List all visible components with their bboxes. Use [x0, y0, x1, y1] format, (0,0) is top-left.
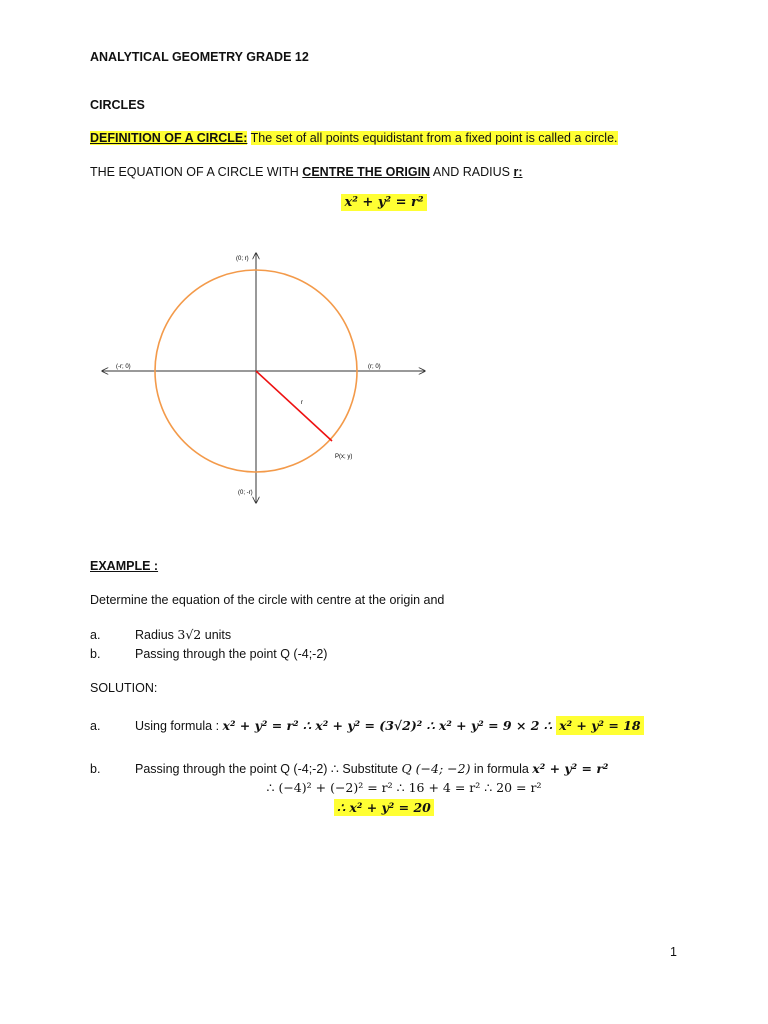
point-p-label: P(x; y) — [335, 454, 353, 460]
definition-label: DEFINITION OF A CIRCLE: — [90, 131, 248, 145]
radius-line — [256, 371, 332, 441]
solution-a-label: Using formula : — [135, 719, 223, 733]
solution-b-label: Passing through the point Q (-4;-2) ∴ Substitute — [135, 762, 402, 776]
solution-b-answer-line — [0, 800, 768, 815]
solution-b-working — [0, 780, 768, 795]
list-marker: b. — [90, 647, 101, 661]
solution-a — [90, 718, 644, 733]
list-marker: b. — [90, 762, 101, 776]
solution-b-line2: ∴ (−4)² + (−2)² = r² ∴ 16 + 4 = r² ∴ 20 = r² — [266, 780, 542, 795]
solution-b-answer: ∴ x² + y² = 20 — [334, 799, 434, 816]
example-prompt: Determine the equation of the circle with centre at the origin and — [90, 593, 445, 607]
circle-diagram — [90, 245, 440, 510]
solution-a-answer: x² + y² = 18 — [556, 716, 643, 735]
item-suffix: units — [201, 628, 232, 642]
bottom-point-label: (0; -r) — [238, 490, 253, 496]
page-number: 1 — [670, 945, 677, 959]
equation-intro-prefix: THE EQUATION OF A CIRCLE WITH — [90, 165, 303, 179]
item-text: Radius — [135, 628, 178, 642]
solution-a-step3: x² + y² = 9 × 2 ∴ — [438, 718, 557, 733]
solution-a-step2: x² + y² = (3√2)² ∴ — [315, 718, 439, 733]
definition-line — [90, 131, 618, 145]
left-point-label: (-r; 0) — [116, 364, 131, 370]
top-point-label: (0; r) — [236, 256, 249, 262]
section-heading: CIRCLES — [90, 98, 145, 112]
solution-b — [90, 761, 608, 776]
item-math: 3√2 — [177, 627, 202, 642]
equation-intro-middle: AND RADIUS — [430, 165, 514, 179]
equation-intro — [90, 165, 522, 179]
document-title: ANALYTICAL GEOMETRY GRADE 12 — [90, 50, 309, 64]
list-marker: a. — [90, 719, 101, 733]
right-point-label: (r; 0) — [368, 364, 381, 370]
radius-label: r — [301, 400, 303, 406]
definition-text: The set of all points equidistant from a fixed point is called a circle. — [250, 131, 618, 145]
main-equation: x² + y² = r² — [341, 194, 426, 211]
solution-a-step1: x² + y² = r² ∴ — [222, 718, 316, 733]
solution-heading: SOLUTION: — [90, 681, 158, 695]
solution-b-mid: in formula — [470, 762, 533, 776]
equation-intro-radius: r: — [513, 165, 523, 179]
solution-b-formula: x² + y² = r² — [532, 761, 609, 776]
example-item-b — [90, 647, 327, 661]
solution-b-point: Q (−4; −2) — [401, 761, 471, 776]
item-text: Passing through the point Q (-4;-2) — [135, 647, 328, 661]
example-item-a — [90, 627, 231, 642]
list-marker: a. — [90, 628, 101, 642]
example-heading: EXAMPLE : — [90, 559, 159, 573]
main-equation-line — [0, 195, 768, 210]
equation-intro-emphasis: CENTRE THE ORIGIN — [302, 165, 431, 179]
